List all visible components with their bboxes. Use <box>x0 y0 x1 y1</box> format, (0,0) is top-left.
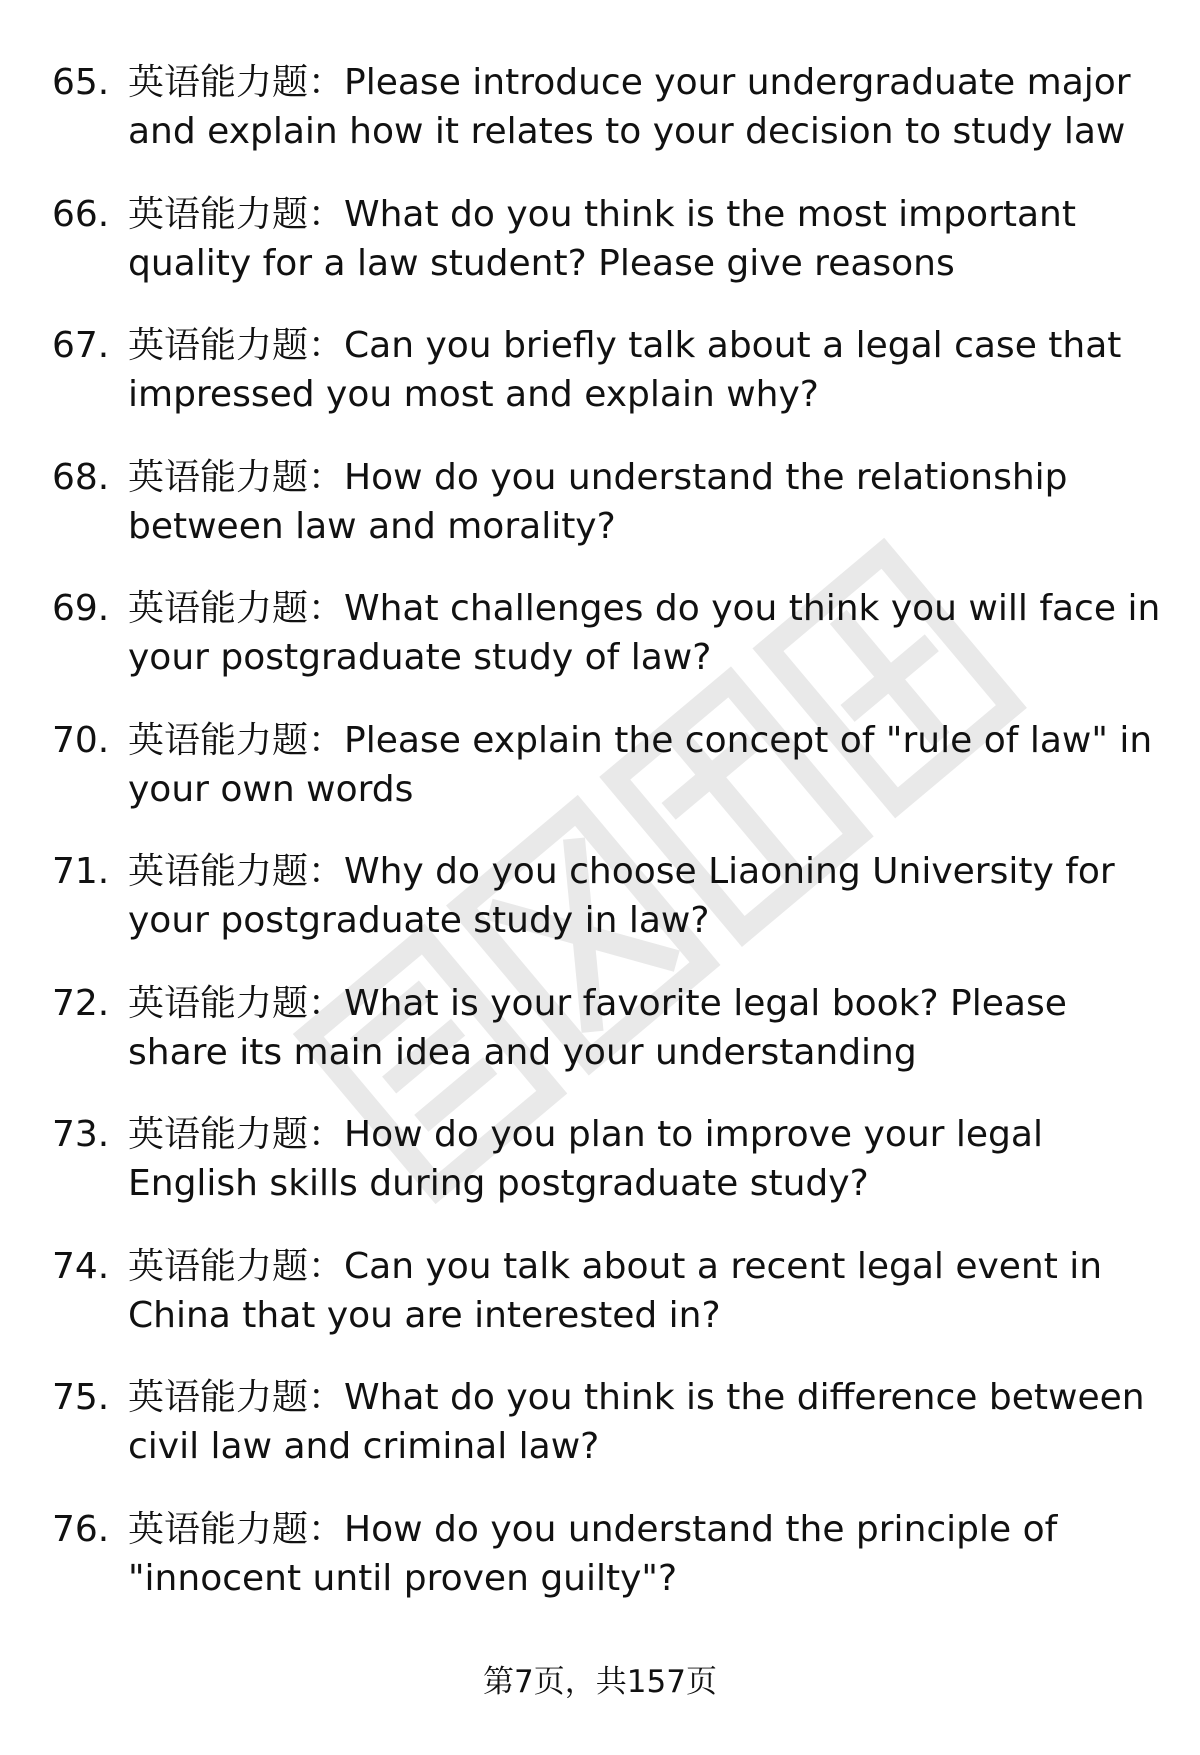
list-item <box>0 58 1200 190</box>
question-number: 65. <box>52 62 110 103</box>
question-content: How do you understand the principle of "innocent until proven guilty"? <box>128 1508 1058 1599</box>
question-content: What do you think is the most important quality for a law student? Please give reasons <box>128 193 1076 284</box>
question-content: Why do you choose Liaoning University for your postgraduate study in law? <box>128 851 1115 941</box>
question-tag: 英语能力题： <box>128 1114 345 1155</box>
question-tag: 英语能力题： <box>128 1245 345 1287</box>
question-tag: 英语能力题： <box>128 62 345 103</box>
question-content: What is your favorite legal book? Please share its main idea and your understanding <box>128 982 1067 1073</box>
list-item <box>0 979 1200 1111</box>
page-number: 第7页，共157页 <box>483 1664 717 1700</box>
question-content: Can you talk about a recent legal event in China that you are interested in? <box>128 1245 1103 1336</box>
question-text <box>128 716 1168 814</box>
question-number: 71. <box>52 851 110 892</box>
question-text <box>128 1505 1168 1603</box>
list-item <box>0 584 1200 716</box>
question-tag: 英语能力题： <box>128 325 345 366</box>
list-item <box>0 716 1200 848</box>
list-item <box>0 1373 1200 1505</box>
question-content: Please explain the concept of "rule of law" in your own words <box>128 719 1153 810</box>
question-number: 75. <box>52 1377 110 1418</box>
list-item <box>0 847 1200 979</box>
list-item <box>0 1242 1200 1374</box>
list-item <box>0 321 1200 453</box>
question-tag: 英语能力题： <box>128 1377 345 1418</box>
question-text <box>128 453 1168 551</box>
question-tag: 英语能力题： <box>128 588 345 629</box>
question-content: How do you understand the relationship between law and morality? <box>128 456 1068 547</box>
question-text <box>128 584 1168 682</box>
question-content: What do you think is the difference between civil law and criminal law? <box>128 1377 1145 1467</box>
question-text <box>128 1242 1168 1340</box>
question-tag: 英语能力题： <box>128 193 345 235</box>
question-text <box>128 190 1168 288</box>
question-text <box>128 321 1168 419</box>
question-number: 70. <box>52 719 110 761</box>
question-content: Please introduce your undergraduate major and explain how it relates to your decision to study law <box>128 62 1131 152</box>
question-number: 72. <box>52 982 110 1024</box>
question-number: 73. <box>52 1114 110 1155</box>
question-number: 76. <box>52 1508 110 1550</box>
question-text <box>128 979 1168 1077</box>
list-item <box>0 1110 1200 1242</box>
list-item <box>0 1505 1200 1637</box>
question-text <box>128 847 1168 945</box>
question-tag: 英语能力题： <box>128 456 345 498</box>
question-tag: 英语能力题： <box>128 982 345 1024</box>
question-number: 74. <box>52 1245 110 1287</box>
question-number: 66. <box>52 193 110 235</box>
question-number: 69. <box>52 588 110 629</box>
question-content: How do you plan to improve your legal English skills during postgraduate study? <box>128 1114 1043 1204</box>
list-item <box>0 453 1200 585</box>
question-number: 67. <box>52 325 110 366</box>
list-item <box>0 190 1200 322</box>
question-tag: 英语能力题： <box>128 719 345 761</box>
question-content: What challenges do you think you will face in your postgraduate study of law? <box>128 588 1161 678</box>
question-text <box>128 58 1168 156</box>
question-tag: 英语能力题： <box>128 1508 345 1550</box>
question-number: 68. <box>52 456 110 498</box>
question-text <box>128 1373 1168 1471</box>
question-text <box>128 1110 1168 1208</box>
question-content: Can you briefly talk about a legal case that impressed you most and explain why? <box>128 325 1122 415</box>
question-list <box>0 58 1200 1636</box>
question-tag: 英语能力题： <box>128 851 345 892</box>
